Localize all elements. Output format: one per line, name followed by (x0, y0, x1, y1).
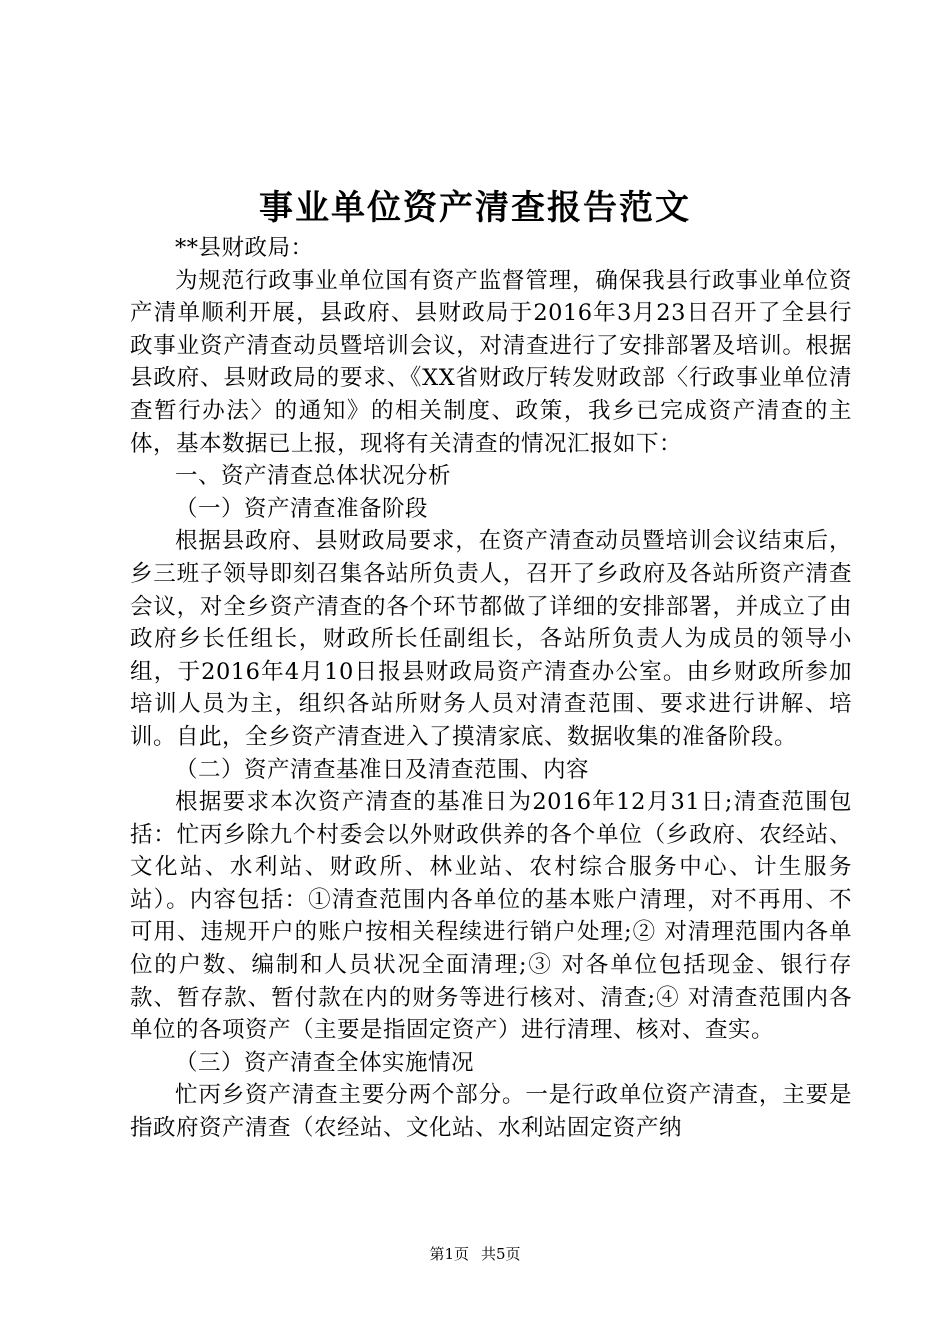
page-footer (0, 1244, 950, 1264)
document-body (130, 232, 852, 1145)
paragraph-scope: 根据要求本次资产清查的基准日为2016年12月31日;清查范围包括：忙丙乡除九个村委会以外财政供养的各个单位（乡政府、农经站、文化站、水利站、财政所、林业站、农村综合服务中心、计生服务站）。内容包括：①清查范围内各单位的基本账户清理，对不再用、不可用、违规开户的账户按相关程续进行销户处理;② 对清理范围内各单位的户数、编制和人员状况全面清理;③ 对各单位包括现金、银行存款、暂存款、暂付款在内的财务等进行核对、清查;④ 对清查范围内各单位的各项资产（主要是指固定资产）进行清理、核对、查实。 (130, 789, 852, 1044)
document-title: 事业单位资产清查报告范文 (259, 188, 691, 228)
paragraph-implementation: 忙丙乡资产清查主要分两个部分。一是行政单位资产清查，主要是指政府资产清查（农经站、文化站、水利站固定资产纳 (130, 1082, 852, 1142)
subsection-heading-2: （二）资产清查基准日及清查范围、内容 (175, 756, 590, 783)
paragraph-intro: 为规范行政事业单位国有资产监督管理，确保我县行政事业单位资产清单顺利开展，县政府、县财政局于2016年3月23日召开了全县行政事业资产清查动员暨培训会议，对清查进行了安排部署及培训。根据县政府、县财政局的要求、《XX省财政厅转发财政部〈行政事业单位清查暂行办法〉的通知》的相关制度、政策，我乡已完成资产清查的主体，基本数据已上报，现将有关清查的情况汇报如下： (130, 267, 852, 457)
section-heading-1: 一、资产清查总体状况分析 (175, 463, 452, 490)
subsection-heading-3: （三）资产清查全体实施情况 (175, 1049, 475, 1076)
paragraph-preparation: 根据县政府、县财政局要求，在资产清查动员暨培训会议结束后，乡三班子领导即刻召集各站所负责人，召开了乡政府及各站所资产清查会议，对全乡资产清查的各个环节都做了详细的安排部署，并成立了由政府乡长任组长，财政所长任副组长，各站所负责人为成员的领导小组，于2016年4月10日报县财政局资产清查办公室。由乡财政所参加培训人员为主，组织各站所财务人员对清查范围、要求进行讲解、培训。自此，全乡资产清查进入了摸清家底、数据收集的准备阶段。 (130, 528, 852, 750)
subsection-heading-1: （一）资产清查准备阶段 (175, 495, 429, 522)
page-number: 第1页 (429, 1245, 469, 1263)
page-total: 共5页 (481, 1245, 521, 1263)
salutation: **县财政局： (175, 235, 314, 261)
